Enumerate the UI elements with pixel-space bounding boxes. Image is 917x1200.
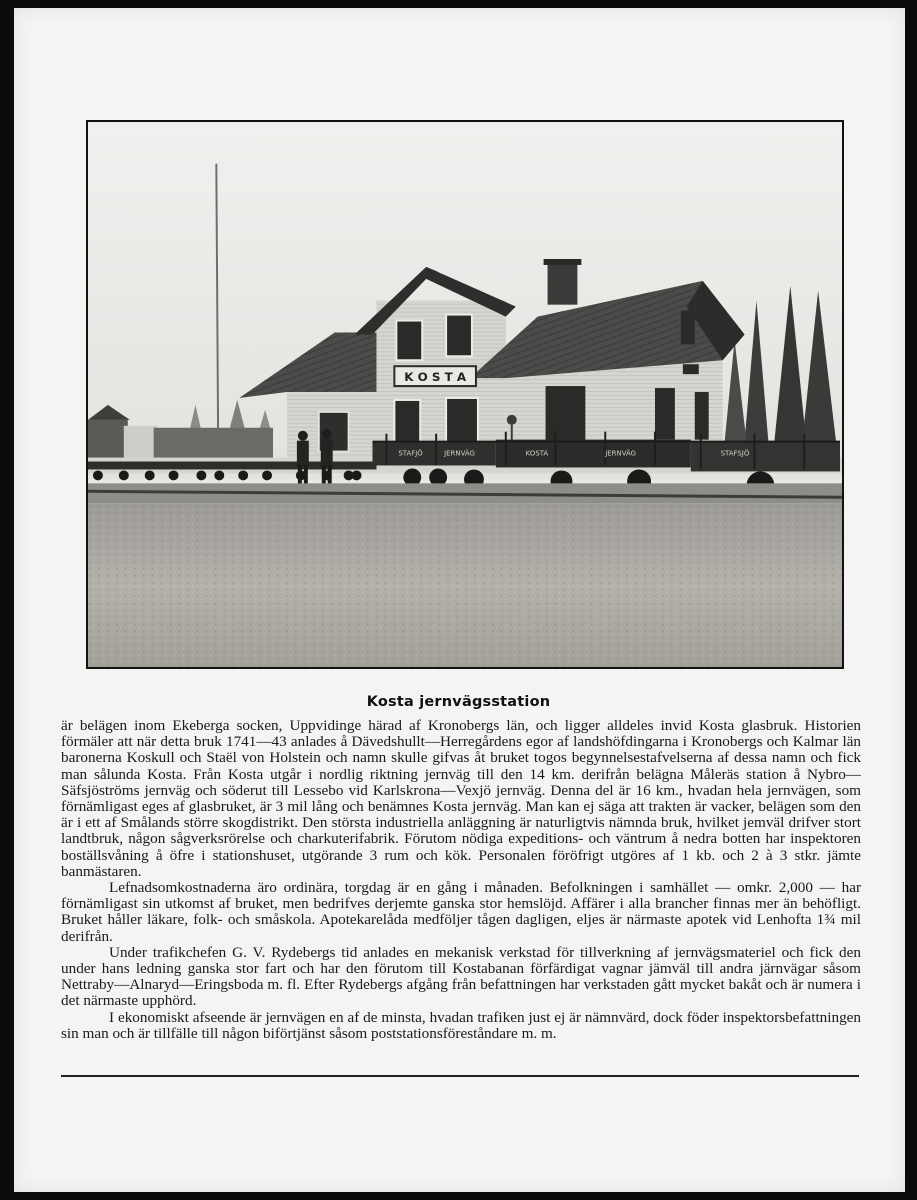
station-photograph: [86, 120, 844, 669]
paragraph: Lefnadsomkostnaderna äro ordinära, torgdag är en gång i månaden. Befolkningen i samhället — omkr. 2,000 — har förnämligast sin utkomst af bruket, men bedrifves derjemte ganska stor hemslöjd. Affärer i alla brancher finnas mer än behöfligt. Bruket håller läkare, folk- och småskola. Apotekarelåda medföljer tågen dagligen, eljes är närmaste apotek vid Lenhofta 1¾ mil derifrån.: [61, 879, 861, 945]
wagon-label-4: JERNVÄG: [605, 449, 637, 458]
wagon-label-2: JERNVÄG: [444, 449, 475, 458]
paragraph: Under trafikchefen G. V. Rydebergs tid anlades en mekanisk verkstad för tillverkning af jernvägsmateriel och fick den under hans ledning ganska stor fart och har den förutom till Kostabanan förfärdigat vagnar jämväl till andra järnvägar såsom Nettraby—Alnaryd—Eringsboda m. fl. Efter Rydebergs afgång från befattningen har verkstaden gått mycket bakåt och är numera i det närmaste upphörd.: [61, 943, 861, 1010]
paragraph: är belägen inom Ekeberga socken, Uppvidinge härad af Kronobergs län, och ligger alldeles invid Kosta glasbruk. Historien förmäler att när detta bruk 1741—43 anlades å Dävedshullt—Herregårdens egor af landshöfdingarna i Kronobergs och Kalmar län baronerna Koskull och Staël von Holstein och namn skulle gifvas åt bruket togos begynnelsestafvelserna af dessa namn och fick man sålunda Kosta. Från Kosta utgår i nordlig riktning jernväg till den 14 km. derifrån belägna Måleräs station å Nybro—Säfsjöströms jernväg och söderut till Lessebo vid Karlskrona—Vexjö jernväg. Denna del är 16 km., hvadan hela jernvägen, som förnämligast eges af glasbruket, är 3 mil lång och benämnes Kosta jernväg. Man kan ej säga att trakten är vacker, belägen som den är i ett af Smålands större skogdistrikt. Den största industriella anläggning är naturligtvis nämnda bruk, hvilket jemväl drifver stort landtbruk, någon sågverksrörelse och charkuterifabrik. Förutom nödiga expeditions- och väntrum å nedra botten har inspektoren boställsvåning å öfre i stationshuset, utgörande 3 rum och kök. Personalen föröfrigt utgöres af 1 kb. och 2 à 3 stkr. jämte banmästaren.: [61, 717, 861, 880]
station-sign-text: K O S T A: [404, 370, 467, 385]
photo-illustration: [88, 122, 842, 667]
paragraph: I ekonomiskt afseende är jernvägen en af de minsta, hvadan trafiken just ej är nämnvärd, dock föder inspektorsbefattningen sin man och är tillfälle till någon biförtjänst såsom poststationsföreståndare m. m.: [61, 1008, 861, 1042]
caption-title: Kosta jernvägsstation: [366, 694, 551, 710]
wagon-label-1: STAFJÖ: [398, 449, 423, 458]
ground-texture: [88, 503, 842, 667]
wagon-label-3: KOSTA: [525, 449, 549, 458]
article-body: [61, 718, 861, 1042]
wagon-label-5: STAFSJÖ: [720, 449, 750, 458]
bottom-rule: [61, 1075, 859, 1077]
